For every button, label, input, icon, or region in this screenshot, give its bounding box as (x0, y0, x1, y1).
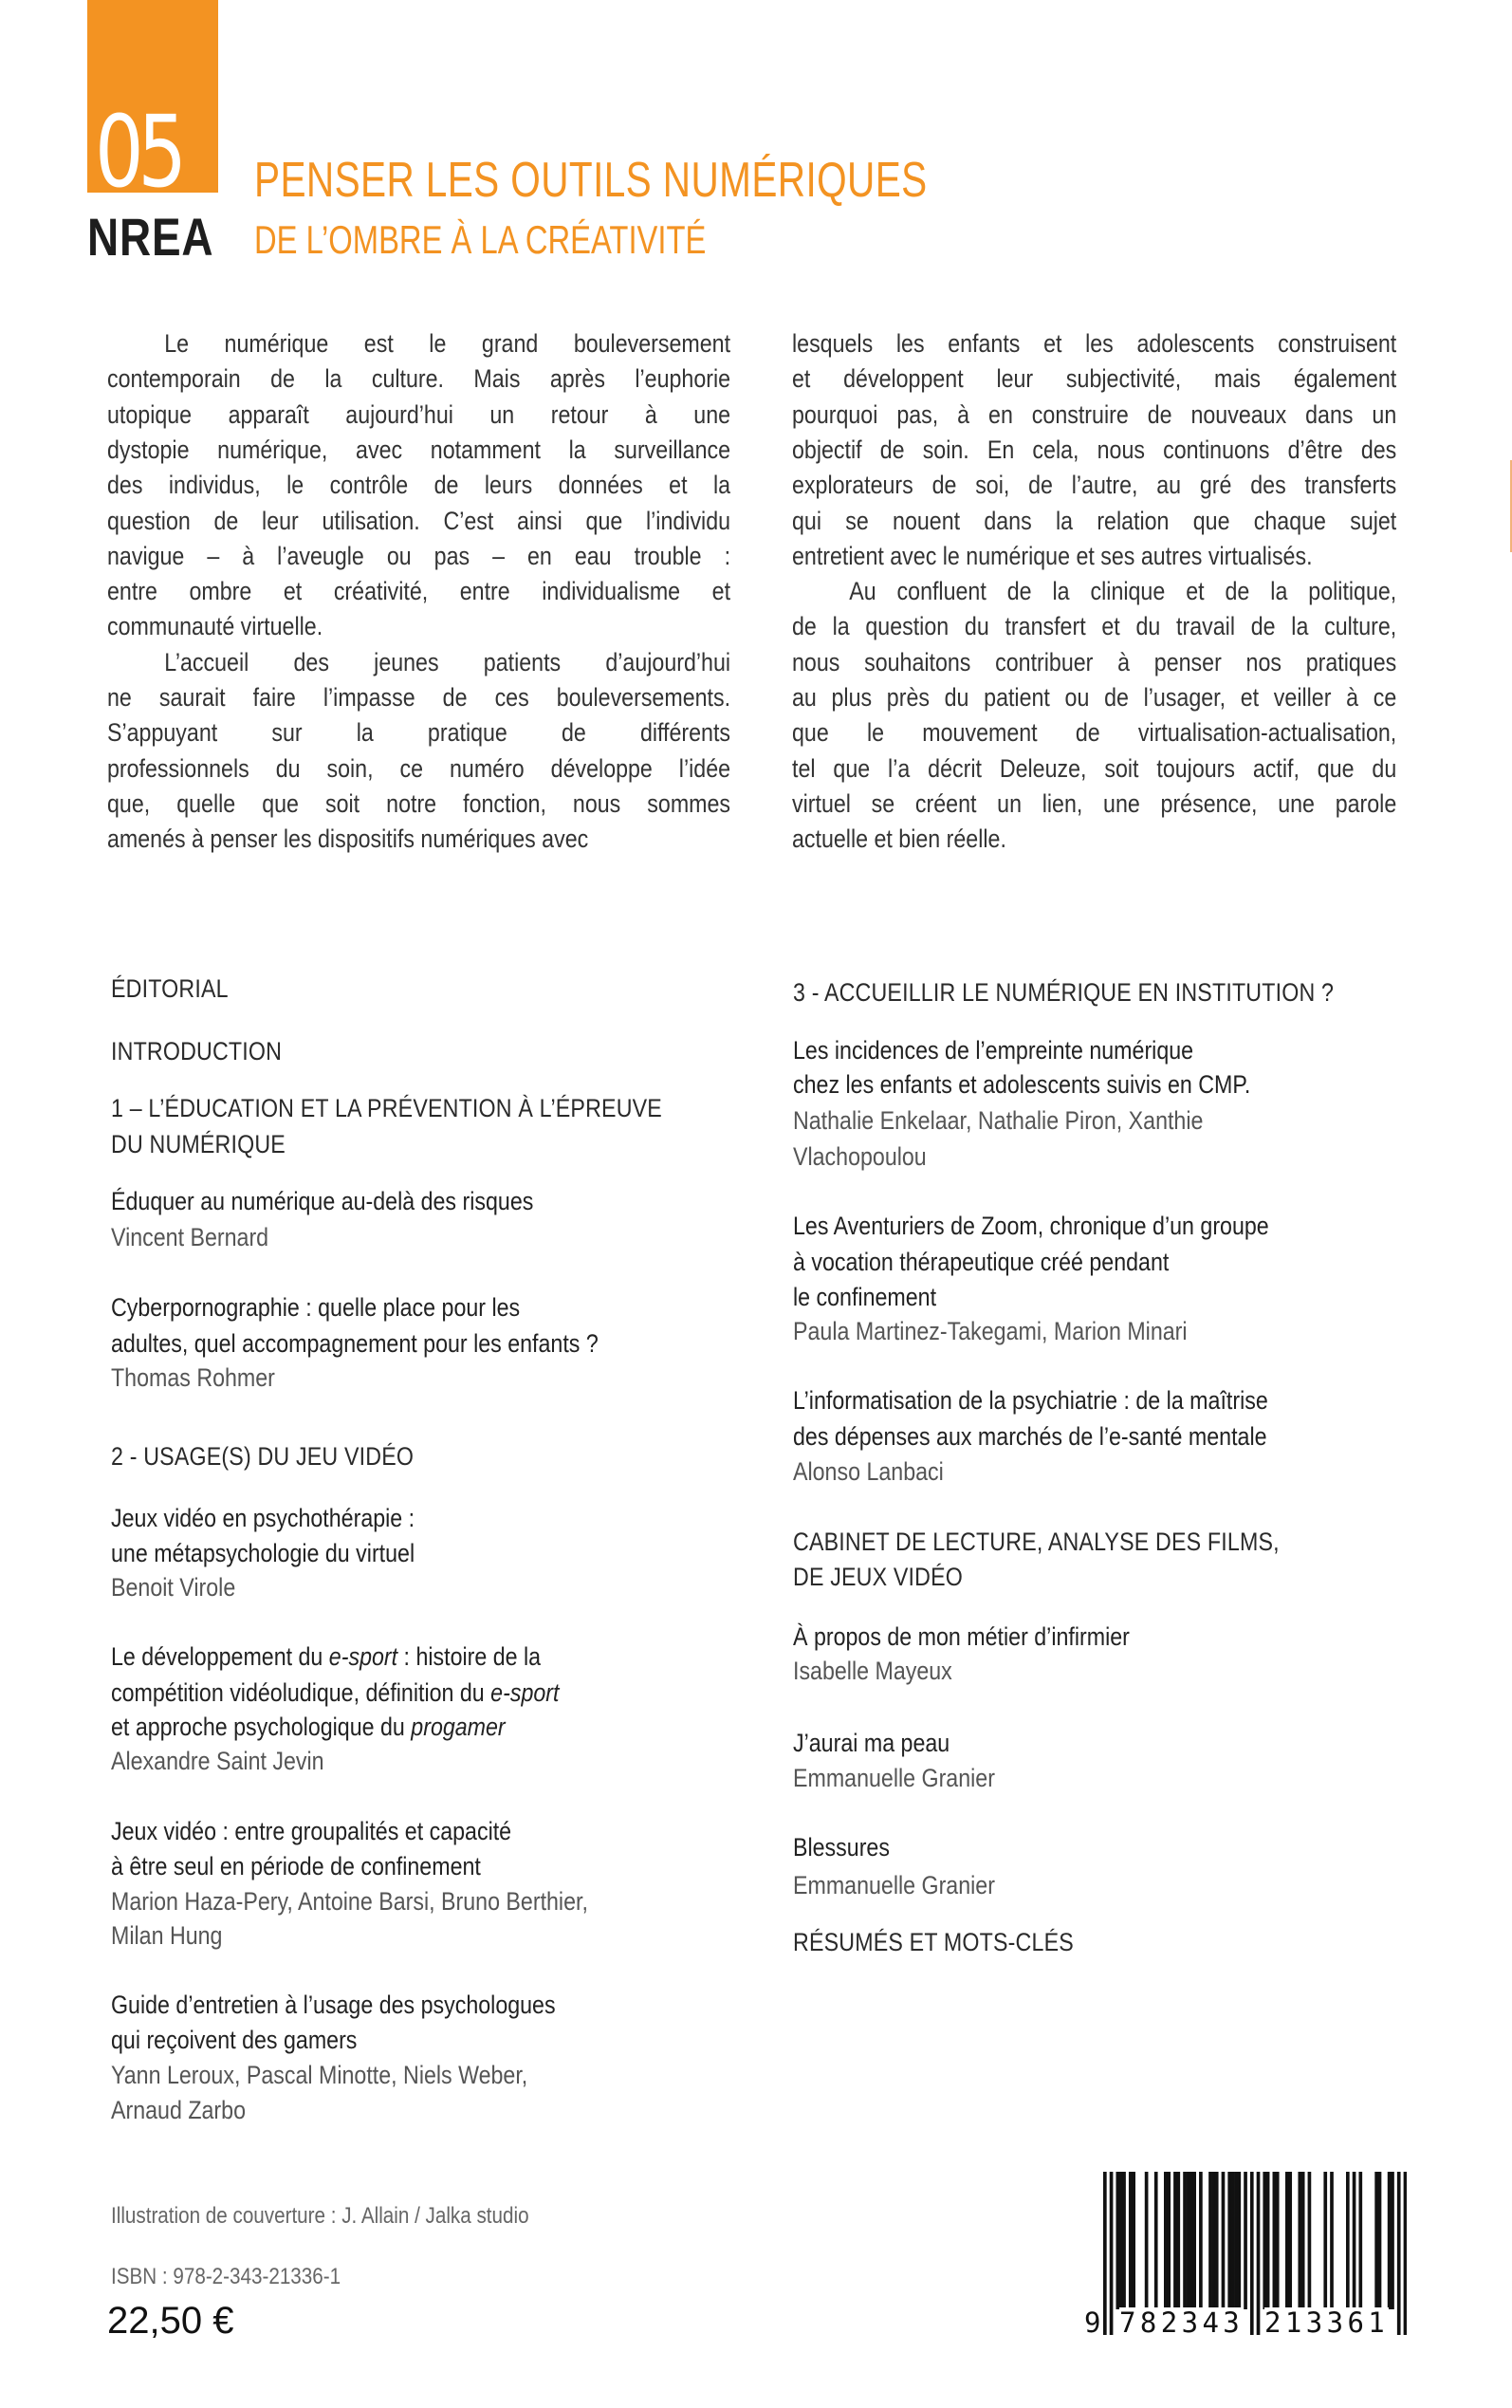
barcode-bar (1119, 2172, 1123, 2309)
toc-text: Le développement du (111, 1642, 329, 1671)
summary-line: navigue – à l’aveugle ou pas – en eau trouble : (107, 541, 731, 570)
toc-author: Milan Hung (111, 1921, 223, 1950)
toc-title: Les Aventuriers de Zoom, chronique d’un groupe (793, 1212, 1269, 1240)
barcode-bar (1167, 2172, 1171, 2309)
summary-line: explorateurs de soi, de l’autre, au gré des transferts (792, 471, 1397, 500)
toc-author: Alonso Lanbaci (793, 1457, 944, 1486)
summary-line: professionnels du soin, ce numéro développe l’idée (107, 753, 731, 783)
barcode-bar (1164, 2172, 1168, 2309)
barcode-bar (1192, 2172, 1196, 2309)
toc-title (111, 1712, 506, 1742)
summary-line: et développent leur subjectivité, mais également (792, 364, 1397, 394)
toc-author: Paula Martinez-Takegami, Marion Minari (793, 1317, 1188, 1345)
barcode-bar (1388, 2172, 1392, 2309)
toc-section: 1 – L’ÉDUCATION ET LA PRÉVENTION À L’ÉPREUVE (111, 1094, 662, 1122)
barcode-lead-digit: 9 (1084, 2306, 1101, 2339)
toc-text: : histoire de la (397, 1642, 542, 1671)
toc-section: CABINET DE LECTURE, ANALYSE DES FILMS, (793, 1528, 1280, 1556)
toc-author: Alexandre Saint Jevin (111, 1747, 324, 1775)
barcode-bar (1391, 2172, 1394, 2309)
barcode-bar (1103, 2172, 1107, 2335)
summary-line: tel que l’a décrit Deleuze, soit toujours actif, que du (792, 753, 1397, 783)
barcode-left-group: 782343 (1119, 2306, 1245, 2339)
summary-line: ne saurait faire l’impasse de ces bouleversements. (107, 683, 731, 712)
barcode-bar (1301, 2172, 1305, 2309)
toc-title: à vocation thérapeutique créé pendant (793, 1248, 1170, 1276)
summary-line: dystopie numérique, avec notamment la surveillance (107, 435, 731, 464)
summary-line: question de leur utilisation. C’est ainsi que l’individu (107, 506, 731, 535)
toc-title: Cyberpornographie : quelle place pour les (111, 1293, 521, 1322)
toc-author: Isabelle Mayeux (793, 1657, 952, 1685)
toc-italic-term: e-sport (490, 1678, 560, 1707)
toc-section: 2 - USAGE(S) DU JEU VIDÉO (111, 1442, 415, 1471)
barcode-bar (1215, 2172, 1219, 2309)
summary-line: que, quelle que soit notre fonction, nous sommes (107, 788, 731, 818)
toc-title: qui reçoivent des gamers (111, 2026, 358, 2054)
toc-author: Yann Leroux, Pascal Minotte, Niels Weber, (111, 2061, 528, 2089)
toc-author: Nathalie Enkelaar, Nathalie Piron, Xanthie (793, 1106, 1204, 1135)
summary-line: entre ombre et créativité, entre individualisme et (107, 577, 731, 606)
summary-line: objectif de soin. En cela, nous continuons d’être des (792, 435, 1397, 464)
barcode-right-group: 213361 (1264, 2306, 1390, 2339)
toc-title: Éduquer au numérique au-delà des risques (111, 1187, 534, 1215)
barcode-bar (1212, 2172, 1216, 2309)
summary-line: des individus, le contrôle de leurs données et la (107, 471, 731, 500)
isbn-text: ISBN : 978-2-343-21336-1 (111, 2264, 341, 2289)
summary-line: communauté virtuelle. (107, 612, 323, 641)
toc-title: Guide d’entretien à l’usage des psychologues (111, 1991, 556, 2019)
barcode-bar (1378, 2172, 1382, 2309)
barcode-bar (1183, 2172, 1187, 2309)
toc-title: chez les enfants et adolescents suivis en CMP. (793, 1070, 1251, 1099)
barcode-bar (1173, 2172, 1177, 2309)
barcode-bar (1154, 2172, 1158, 2309)
summary-line: entretient avec le numérique et ses autres virtualisés. (792, 541, 1313, 570)
toc-title: une métapsychologie du virtuel (111, 1539, 415, 1567)
illustration-credit: Illustration de couverture : J. Allain / Jalka studio (111, 2203, 529, 2229)
barcode-bar (1222, 2172, 1226, 2309)
barcode-bar (1231, 2172, 1235, 2309)
toc-author: Emmanuelle Granier (793, 1871, 995, 1899)
barcode-bar (1273, 2172, 1277, 2309)
toc-section: RÉSUMÉS ET MOTS-CLÉS (793, 1928, 1074, 1956)
barcode-bar (1189, 2172, 1193, 2309)
toc-title: J’aurai ma peau (793, 1729, 950, 1757)
toc-italic-term: progamer (411, 1713, 506, 1741)
summary-line: amenés à penser les dispositifs numériques avec (107, 824, 589, 854)
toc-title: À propos de mon métier d’infirmier (793, 1622, 1130, 1651)
toc-section: INTRODUCTION (111, 1037, 283, 1065)
summary-line: que le mouvement de virtualisation-actualisation, (792, 718, 1397, 748)
barcode-bar (1208, 2172, 1212, 2309)
barcode-bar (1285, 2172, 1289, 2309)
issue-number: 05 (95, 104, 181, 193)
barcode-bar (1374, 2172, 1378, 2309)
journal-brand: NREA (87, 207, 214, 267)
barcode-bar (1358, 2172, 1362, 2309)
summary-line: lesquels les enfants et les adolescents construisent (792, 329, 1397, 358)
barcode-bar (1250, 2172, 1254, 2335)
summary-line: pourquoi pas, à en construire de nouveaux dans un (792, 399, 1397, 429)
summary-line: L’accueil des jeunes patients d’aujourd’hui (164, 647, 731, 676)
barcode-bar (1263, 2172, 1266, 2309)
toc-text: compétition vidéoludique, définition du (111, 1678, 491, 1707)
toc-author: Vlachopoulou (793, 1142, 927, 1171)
barcode-bar (1176, 2172, 1180, 2309)
toc-title (111, 1641, 541, 1672)
toc-text: et approche psychologique du (111, 1713, 412, 1741)
summary-line: nous souhaitons contribuer à penser nos pratiques (792, 647, 1397, 676)
summary-line: utopique apparaît aujourd’hui un retour à une (107, 399, 731, 429)
summary-line: virtuel se créent un lien, une présence, une parole (792, 788, 1397, 818)
issue-subtitle: DE L’OMBRE À LA CRÉATIVITÉ (254, 217, 707, 262)
barcode-bar (1276, 2172, 1280, 2309)
barcode-bar (1323, 2172, 1327, 2309)
toc-section: DU NUMÉRIQUE (111, 1130, 286, 1158)
barcode-bar (1404, 2172, 1407, 2335)
summary-line: S’appuyant sur la pratique de différents (107, 718, 731, 748)
toc-title: adultes, quel accompagnement pour les enfants ? (111, 1329, 599, 1358)
summary-line: contemporain de la culture. Mais après l’euphorie (107, 364, 731, 394)
barcode-bar (1199, 2172, 1203, 2309)
toc-title: à être seul en période de confinement (111, 1852, 481, 1880)
summary-line: de la question du transfert et du travail de la culture, (792, 612, 1397, 641)
summary-line: au plus près du patient ou de l’usager, et veiller à ce (792, 683, 1397, 712)
barcode-bar (1237, 2172, 1241, 2309)
barcode-bar (1244, 2172, 1247, 2309)
toc-section: ÉDITORIAL (111, 974, 229, 1003)
barcode-bar (1145, 2172, 1149, 2309)
barcode-bar (1346, 2172, 1350, 2309)
barcode-bar (1132, 2172, 1135, 2309)
summary-line: qui se nouent dans la relation que chaque sujet (792, 506, 1397, 535)
toc-title: Blessures (793, 1833, 890, 1862)
toc-author: Thomas Rohmer (111, 1363, 275, 1392)
toc-italic-term: e-sport (328, 1642, 398, 1671)
price: 22,50 € (107, 2300, 234, 2342)
barcode-bar (1116, 2172, 1119, 2309)
barcode-bar (1288, 2172, 1292, 2309)
toc-title: Jeux vidéo : entre groupalités et capacité (111, 1817, 512, 1845)
toc-title: le confinement (793, 1283, 937, 1311)
summary-line: Le numérique est le grand bouleversement (164, 329, 731, 358)
barcode-bar (1257, 2172, 1261, 2335)
toc-section: 3 - ACCUEILLIR LE NUMÉRIQUE EN INSTITUTION ? (793, 978, 1335, 1007)
summary-line: actuelle et bien réelle. (792, 824, 1006, 854)
toc-title: L’informatisation de la psychiatrie : de la maîtrise (793, 1386, 1268, 1415)
toc-author: Emmanuelle Granier (793, 1764, 995, 1792)
barcode-bar (1122, 2172, 1126, 2309)
barcode-bar (1187, 2172, 1190, 2309)
toc-author: Marion Haza-Pery, Antoine Barsi, Bruno Berthier, (111, 1887, 588, 1916)
barcode-bar (1129, 2172, 1133, 2309)
issue-title: PENSER LES OUTILS NUMÉRIQUES (254, 153, 928, 208)
barcode-bar (1227, 2172, 1231, 2309)
toc-author: Vincent Bernard (111, 1223, 269, 1251)
barcode-bar (1298, 2172, 1301, 2309)
barcode-bar (1353, 2172, 1356, 2309)
barcode-bar (1397, 2172, 1401, 2335)
toc-title: Jeux vidéo en psychothérapie : (111, 1504, 415, 1532)
toc-section: DE JEUX VIDÉO (793, 1563, 964, 1591)
toc-title: Les incidences de l’empreinte numérique (793, 1036, 1194, 1065)
barcode-bar (1330, 2172, 1334, 2309)
toc-title: des dépenses aux marchés de l’e-santé mentale (793, 1422, 1267, 1451)
barcode-bar (1266, 2172, 1270, 2309)
toc-author: Benoit Virole (111, 1573, 236, 1602)
toc-title (111, 1677, 559, 1708)
toc-author: Arnaud Zarbo (111, 2096, 246, 2124)
barcode-bar (1234, 2172, 1238, 2309)
barcode-bar (1110, 2172, 1114, 2335)
barcode-bar (1308, 2172, 1312, 2309)
summary-line: Au confluent de la clinique et de la politique, (849, 577, 1397, 606)
